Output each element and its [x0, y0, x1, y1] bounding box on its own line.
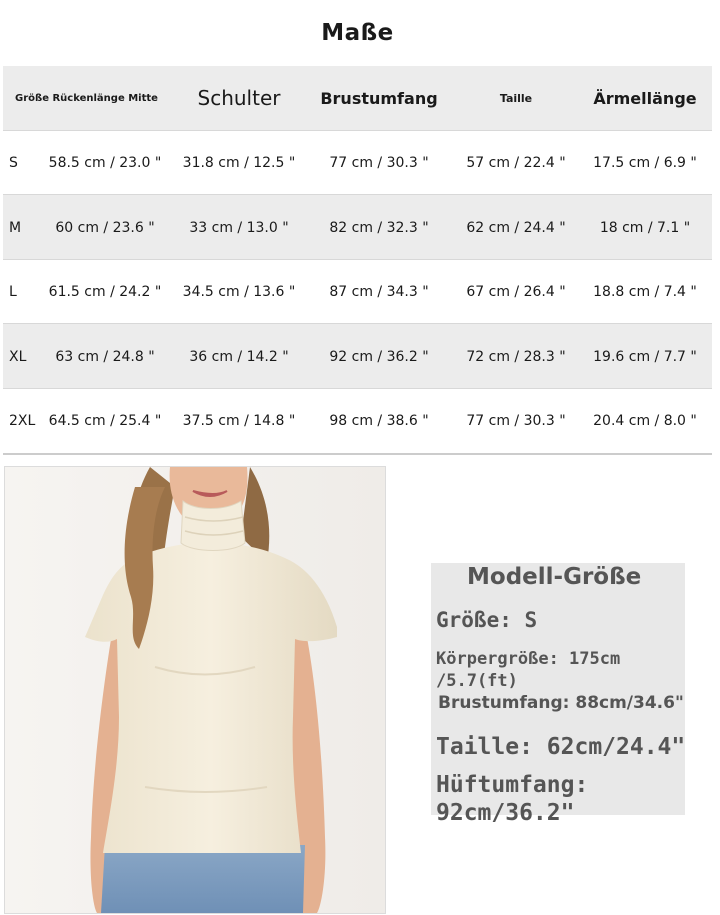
back-length-cell: 63 cm / 24.8 ": [55, 348, 155, 365]
size-cell: M: [9, 219, 22, 236]
bust-cell: 87 cm / 34.3 ": [329, 284, 429, 300]
sleeve-cell: 17.5 cm / 6.9 ": [593, 155, 697, 171]
model-height-line1: Körpergröße: 175cm: [436, 649, 621, 669]
size-table-title: Maße: [3, 0, 712, 67]
size-cell: L: [9, 284, 17, 300]
header-size-back-length: Größe Rückenlänge Mitte: [15, 92, 158, 104]
sleeve-cell: 20.4 cm / 8.0 ": [593, 413, 697, 429]
sleeve-cell: 19.6 cm / 7.7 ": [593, 348, 697, 365]
table-header-row: [3, 66, 712, 131]
waist-cell: 62 cm / 24.4 ": [466, 219, 566, 236]
header-bust: Brustumfang: [320, 88, 438, 108]
shoulder-cell: 31.8 cm / 12.5 ": [182, 155, 296, 171]
sleeve-cell: 18 cm / 7.1 ": [599, 219, 691, 236]
waist-cell: 67 cm / 26.4 ": [466, 284, 566, 300]
jeans: [101, 845, 305, 913]
back-length-cell: 61.5 cm / 24.2 ": [48, 284, 162, 300]
model-hip-line2: 92cm/36.2": [436, 800, 575, 826]
shoulder-cell: 34.5 cm / 13.6 ": [182, 284, 296, 300]
model-height-line2: /5.7(ft): [436, 671, 518, 691]
header-shoulder: Schulter: [197, 86, 281, 110]
shoulder-cell: 36 cm / 14.2 ": [189, 348, 289, 365]
model-waist: Taille: 62cm/24.4": [436, 734, 686, 760]
model-photo: [4, 466, 386, 914]
size-cell: 2XL: [9, 413, 36, 429]
model-hip-line1: Hüftumfang:: [436, 772, 589, 798]
model-size: Größe: S: [436, 608, 538, 632]
back-length-cell: 64.5 cm / 25.4 ": [48, 413, 162, 429]
model-size-title: Modell-Größe: [467, 564, 642, 590]
size-cell: XL: [9, 348, 27, 365]
waist-cell: 57 cm / 22.4 ": [466, 155, 566, 171]
waist-cell: 77 cm / 30.3 ": [466, 413, 566, 429]
bust-cell: 92 cm / 36.2 ": [329, 348, 429, 365]
bust-cell: 98 cm / 38.6 ": [329, 413, 429, 429]
size-cell: S: [9, 155, 18, 171]
table-row: [3, 323, 712, 389]
size-table: [3, 0, 712, 452]
shoulder-cell: 33 cm / 13.0 ": [189, 219, 289, 236]
waist-cell: 72 cm / 28.3 ": [466, 348, 566, 365]
model-illustration: [5, 467, 385, 913]
bust-cell: 82 cm / 32.3 ": [329, 219, 429, 236]
table-row: [3, 259, 712, 324]
header-sleeve-length: Ärmellänge: [593, 88, 697, 108]
header-waist: Taille: [499, 91, 533, 105]
bust-cell: 77 cm / 30.3 ": [329, 155, 429, 171]
back-length-cell: 58.5 cm / 23.0 ": [48, 155, 162, 171]
shoulder-cell: 37.5 cm / 14.8 ": [182, 413, 296, 429]
table-row: [3, 130, 712, 195]
table-row: [3, 194, 712, 260]
model-bust: Brustumfang: 88cm/34.6": [438, 693, 684, 713]
table-row: [3, 388, 712, 455]
sleeve-cell: 18.8 cm / 7.4 ": [593, 284, 697, 300]
back-length-cell: 60 cm / 23.6 ": [55, 219, 155, 236]
